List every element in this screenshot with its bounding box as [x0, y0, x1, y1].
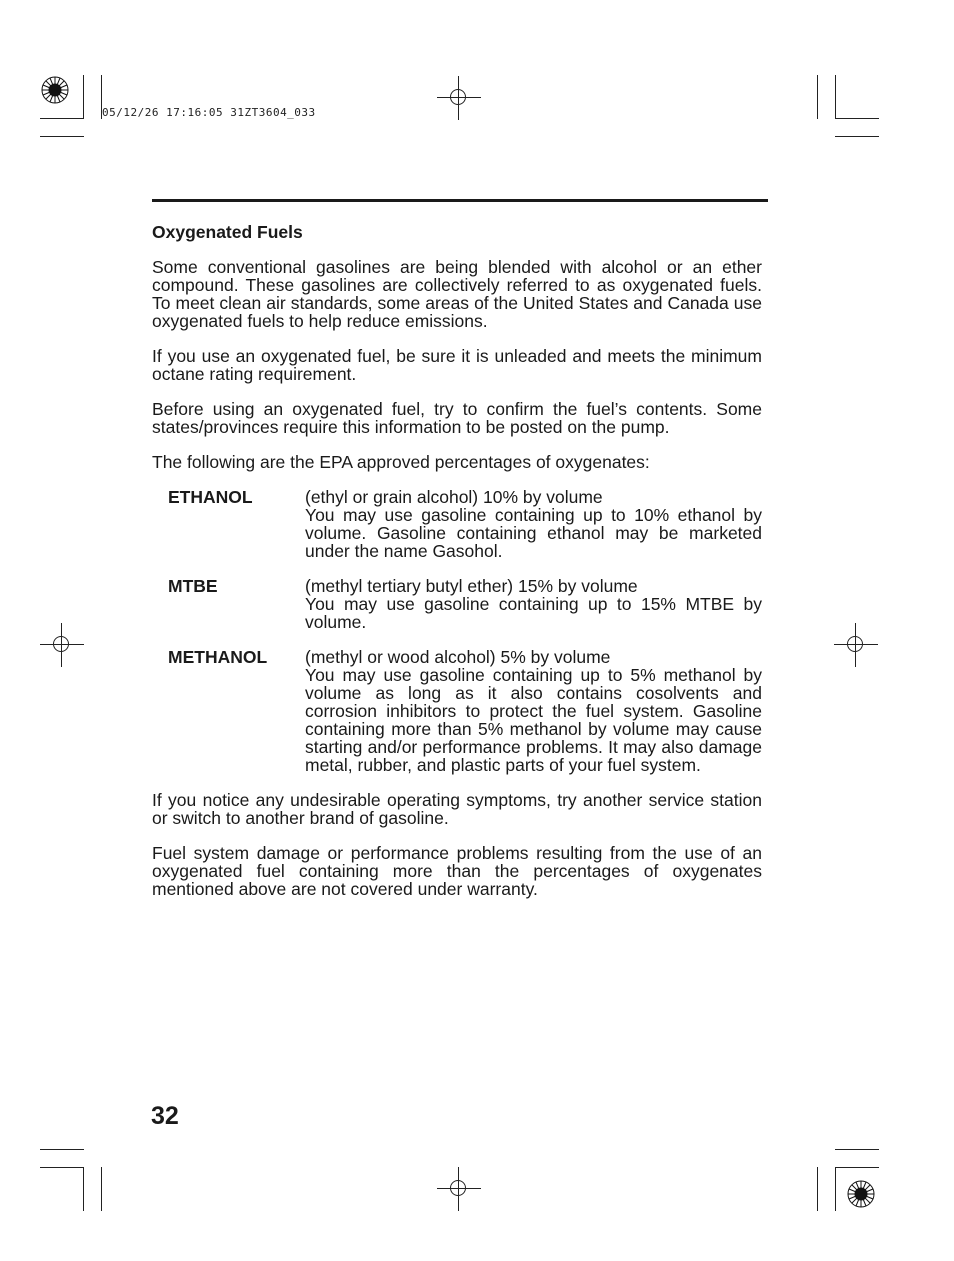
oxygenate-mtbe [168, 577, 762, 631]
oxygenate-detail: You may use gasoline containing up to 15% MTBE by volume. [305, 594, 762, 632]
registration-target-icon [40, 623, 84, 667]
oxygenate-ethanol [168, 488, 762, 560]
page-number: 32 [151, 1102, 179, 1130]
oxygenate-limit: (methyl or wood alcohol) 5% by volume [305, 647, 611, 667]
starburst-registration-icon [40, 75, 70, 105]
paragraph-symptoms: If you notice any undesirable operating symptoms, try another service station or switch to another brand of gasoline. [152, 790, 762, 828]
oxygenate-limit: (ethyl or grain alcohol) 10% by volume [305, 487, 603, 507]
print-slug: 05/12/26 17:16:05 31ZT3604_033 [102, 106, 316, 119]
paragraph-intro: Some conventional gasolines are being blended with alcohol or an ether compound. These gasolines are collectively referred to as oxygenated fuels. To meet clean air standards, some areas of the United States and Canada use oxygenated fuels to help reduce emissions. [152, 257, 762, 331]
oxygenate-detail: You may use gasoline containing up to 5% methanol by volume as long as it also contains cosolvents and corrosion inhibitors to protect the fuel system. Gasoline containing more than 5% methanol by volume may cause starting and/or performance problems. It may also damage metal, rubber, and plastic parts of your fuel system. [305, 665, 762, 775]
paragraph-epa-intro: The following are the EPA approved percentages of oxygenates: [152, 452, 650, 472]
top-rule [152, 199, 768, 202]
oxygenate-term: ETHANOL [168, 487, 253, 507]
starburst-registration-icon [846, 1179, 876, 1209]
paragraph-warranty: Fuel system damage or performance problems resulting from the use of an oxygenated fuel containing more than the percentages of oxygenates mentioned above are not covered under warranty. [152, 843, 762, 899]
oxygenate-detail: You may use gasoline containing up to 10% ethanol by volume. Gasoline containing ethanol may be marketed under the name Gasohol. [305, 505, 762, 561]
page-content [152, 222, 762, 915]
paragraph-unleaded: If you use an oxygenated fuel, be sure it is unleaded and meets the minimum octane rating requirement. [152, 346, 762, 384]
oxygenate-term: METHANOL [168, 647, 268, 667]
oxygenate-term: MTBE [168, 576, 218, 596]
oxygenate-methanol [168, 648, 762, 774]
paragraph-confirm-contents: Before using an oxygenated fuel, try to confirm the fuel’s contents. Some states/provinces require this information to be posted on the pump. [152, 399, 762, 437]
registration-target-icon [437, 1167, 481, 1211]
oxygenate-limit: (methyl tertiary butyl ether) 15% by volume [305, 576, 638, 596]
registration-target-icon [437, 76, 481, 120]
section-heading: Oxygenated Fuels [152, 222, 303, 242]
registration-target-icon [834, 623, 878, 667]
